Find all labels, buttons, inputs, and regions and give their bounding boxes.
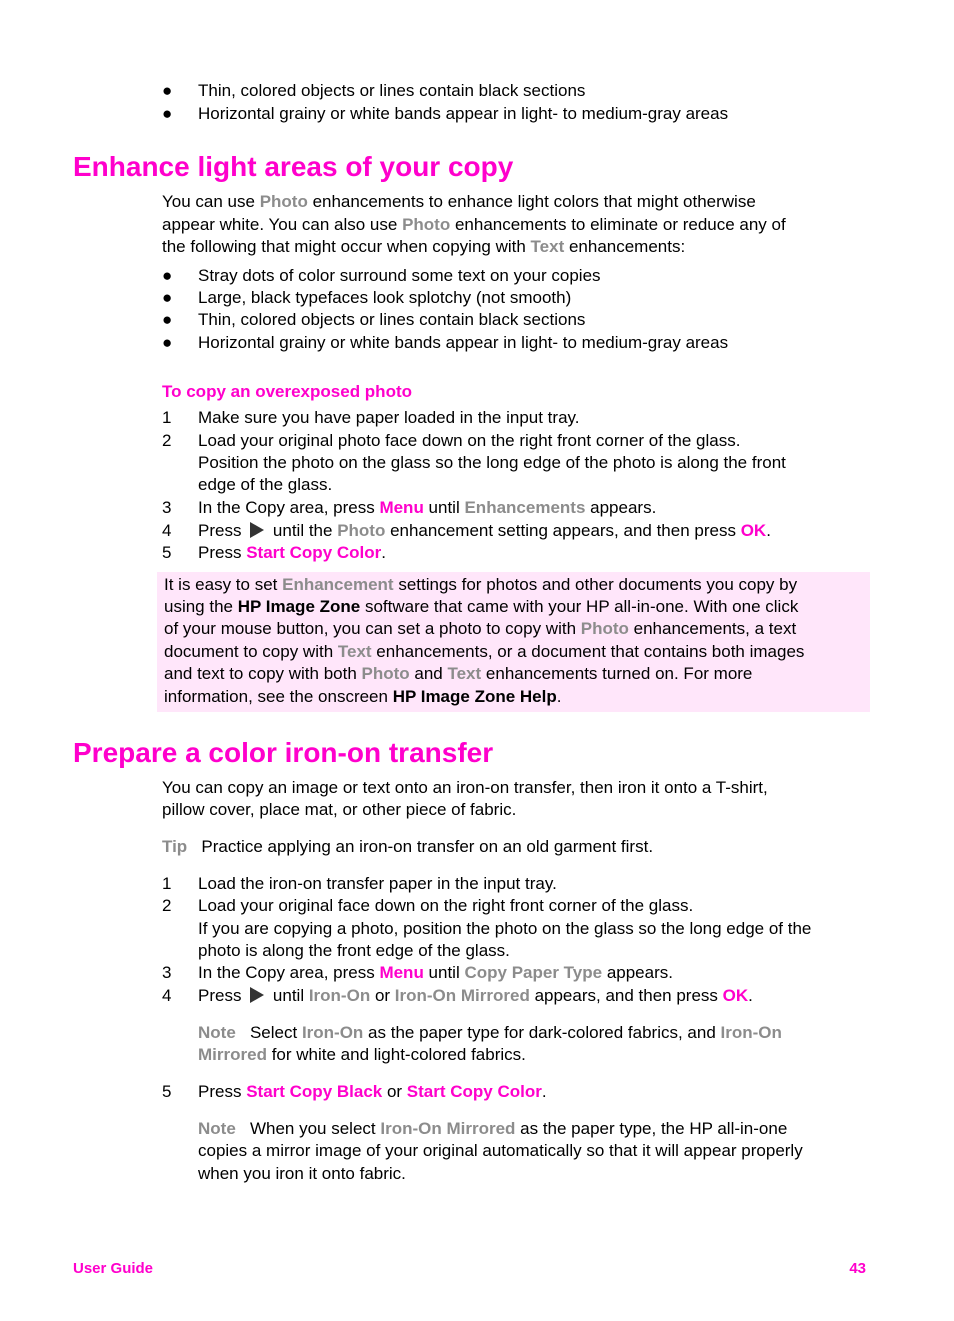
list-item: Horizontal grainy or white bands appear in light- to medium-gray areas [198,104,729,123]
list-item: Horizontal grainy or white bands appear in light- to medium-gray areas [198,333,729,352]
tip-label: Tip [162,837,188,856]
step-text: If you are copying a photo, position the photo on the glass so the long edge of the [198,919,812,938]
step-number: 1 [162,874,172,893]
note-line: Mirrored for white and light-colored fabrics. [198,1045,526,1064]
list-item: Thin, colored objects or lines contain black sections [198,81,586,100]
bullet-marker: ● [162,266,173,285]
step-number: 5 [162,1082,172,1101]
step-text: Press until Iron-On or Iron-On Mirrored appears, and then press OK. [198,986,753,1005]
list-item: Large, black typefaces look splotchy (not smooth) [198,288,572,307]
note-line: when you iron it onto fabric. [198,1164,406,1183]
bullet-marker: ● [162,310,173,329]
callout-line: using the HP Image Zone software that came with your HP all-in-one. With one click [164,597,799,616]
step-number: 5 [162,543,172,562]
step-number: 4 [162,521,172,540]
note-line: Note Select Iron-On as the paper type for dark-colored fabrics, and Iron-On [198,1023,782,1042]
step-text: photo is along the front edge of the glass. [198,941,510,960]
note-label: Note [198,1119,236,1138]
step-text: In the Copy area, press Menu until Copy Paper Type appears. [198,963,673,982]
page-number: 43 [849,1260,866,1277]
bullet-marker: ● [162,288,173,307]
intro-paragraph-line: appear white. You can also use Photo enhancements to eliminate or reduce any of [162,215,786,234]
footer-title: User Guide [73,1260,154,1277]
bullet-marker: ● [162,81,173,100]
callout-line: document to copy with Text enhancements, or a document that contains both images [164,642,805,661]
step-number: 2 [162,431,172,450]
step-number: 3 [162,498,172,517]
callout-line: of your mouse button, you can set a photo to copy with Photo enhancements, a text [164,619,797,638]
note-line: Note When you select Iron-On Mirrored as the paper type, the HP all-in-one [198,1119,788,1138]
callout-line: It is easy to set Enhancement settings for photos and other documents you copy by [164,575,798,594]
list-item: Stray dots of color surround some text on your copies [198,266,601,285]
intro-paragraph-line: the following that might occur when copying with Text enhancements: [162,237,686,256]
note-line: copies a mirror image of your original automatically so that it will appear properly [198,1141,803,1160]
bullet-marker: ● [162,104,173,123]
step-number: 2 [162,896,172,915]
section-heading-iron-on: Prepare a color iron-on transfer [73,737,494,768]
bullet-marker: ● [162,333,173,352]
step-number: 4 [162,986,172,1005]
callout-line: information, see the onscreen HP Image Zone Help. [164,687,562,706]
right-arrow-icon [250,987,264,1003]
step-text: edge of the glass. [198,475,333,494]
step-text: Position the photo on the glass so the long edge of the photo is along the front [198,453,786,472]
intro-paragraph-line: You can use Photo enhancements to enhance light colors that might otherwise [162,192,756,211]
list-item: Thin, colored objects or lines contain black sections [198,310,586,329]
step-text: Press Start Copy Black or Start Copy Color. [198,1082,547,1101]
step-text: In the Copy area, press Menu until Enhancements appears. [198,498,657,517]
subheading-overexposed: To copy an overexposed photo [162,382,412,401]
note-label: Note [198,1023,236,1042]
tip-line: Tip Practice applying an iron-on transfer on an old garment first. [162,837,654,856]
intro-paragraph-line: pillow cover, place mat, or other piece of fabric. [162,800,517,819]
intro-paragraph-line: You can copy an image or text onto an iron-on transfer, then iron it onto a T-shirt, [162,778,768,797]
step-text: Press Start Copy Color. [198,543,386,562]
right-arrow-icon [250,522,264,538]
step-text: Make sure you have paper loaded in the input tray. [198,408,580,427]
step-number: 1 [162,408,172,427]
section-heading-enhance: Enhance light areas of your copy [73,151,514,182]
step-text: Load your original face down on the right front corner of the glass. [198,896,694,915]
step-text: Press until the Photo enhancement setting appears, and then press OK. [198,521,771,540]
callout-line: and text to copy with both Photo and Text enhancements turned on. For more [164,664,753,683]
step-number: 3 [162,963,172,982]
step-text: Load your original photo face down on the right front corner of the glass. [198,431,741,450]
step-text: Load the iron-on transfer paper in the input tray. [198,874,557,893]
